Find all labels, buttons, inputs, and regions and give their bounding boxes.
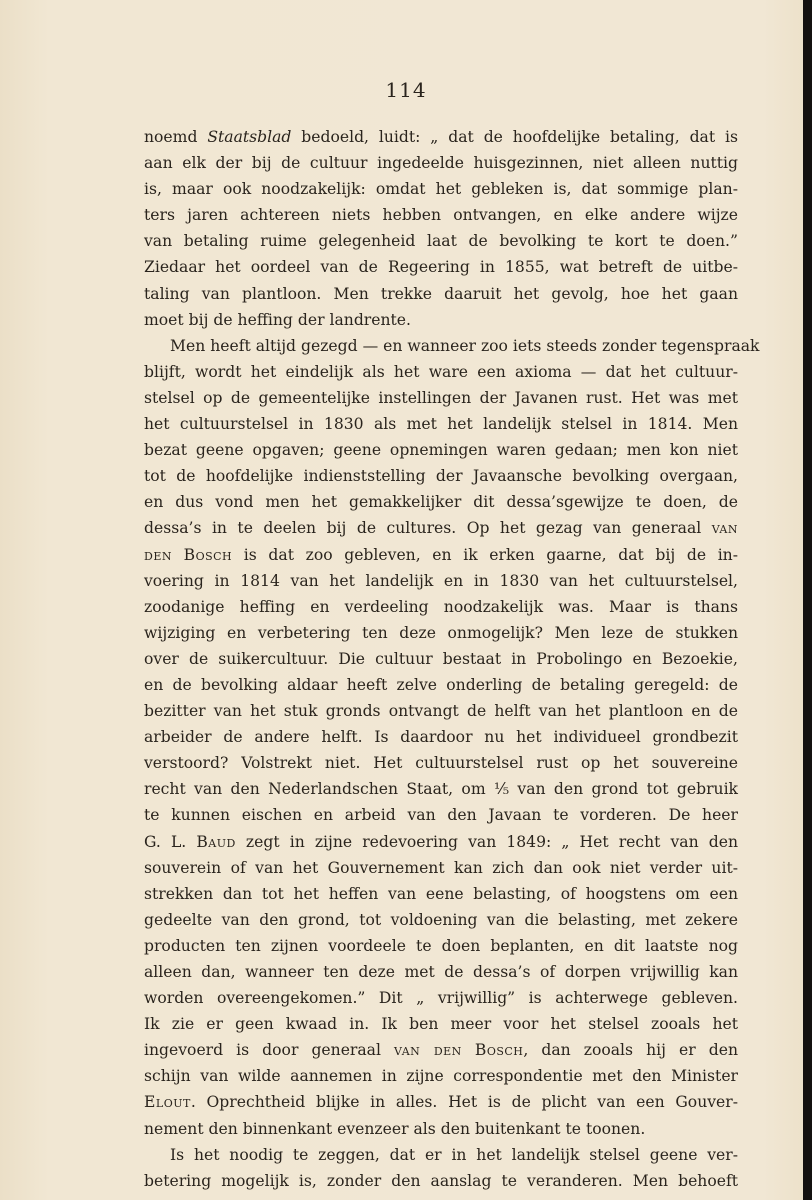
text-line xyxy=(144,776,738,802)
text-line xyxy=(144,515,738,541)
text-line xyxy=(144,959,738,985)
small-caps-segment: van xyxy=(711,519,738,538)
text-segment: dessa’s in te deelen bij de cultures. Op het gezag van generaal xyxy=(144,519,712,538)
text-segment: betering mogelijk is, zonder den aanslag te veranderen. Men behoeft xyxy=(144,1171,738,1190)
text-segment: nement den binnenkant evenzeer als den buitenkant te toonen. xyxy=(144,1119,646,1138)
small-caps-segment: Elout xyxy=(144,1093,191,1112)
text-line xyxy=(144,594,738,620)
small-caps-segment: Bosch xyxy=(474,1041,524,1060)
text-segment: aan elk der bij de cultuur ingedeelde huisgezinnen, niet alleen nuttig xyxy=(144,154,738,173)
text-segment: , dan zooals hij er den xyxy=(523,1041,738,1060)
text-line xyxy=(144,881,738,907)
text-line xyxy=(144,150,738,176)
text-segment: strekken dan tot het heffen van eene belasting, of hoogstens om een xyxy=(144,884,738,903)
text-line xyxy=(144,672,738,698)
text-segment: . Oprechtheid blijke in alles. Het is de plicht van een Gouver- xyxy=(190,1093,738,1112)
text-segment: alleen dan, wanneer ten deze met de dessa’s of dorpen vrijwillig kan xyxy=(144,963,738,981)
text-line xyxy=(144,698,738,724)
text-segment: blijft, wordt het eindelijk als het ware een axioma — dat het cultuur- xyxy=(144,362,738,381)
small-caps-segment: van den xyxy=(394,1041,462,1060)
text-segment: recht van den Nederlandschen Staat, om ⅕ van den grond tot gebruik xyxy=(144,780,738,799)
text-line xyxy=(144,907,738,933)
text-line xyxy=(144,829,738,855)
italic-segment: Staatsblad xyxy=(207,128,292,146)
text-segment: Is het noodig te zeggen, dat er in het landelijk stelsel geene ver- xyxy=(170,1145,738,1164)
text-segment: producten ten zijnen voordeele te doen beplanten, en dit laatste nog xyxy=(144,936,738,955)
text-line xyxy=(144,176,738,202)
small-caps-segment: Baud xyxy=(196,832,236,851)
text-line xyxy=(144,333,760,359)
text-segment: en dus vond men het gemakkelijker dit dessa’sgewijze te doen, de xyxy=(144,493,738,512)
text-segment: moet bij de heffing der landrente. xyxy=(144,310,411,329)
text-segment: zegt in zijne redevoering van 1849: „ Het recht van den xyxy=(235,832,738,851)
text-segment: zoodanige heffing en verdeeling noodzakelijk was. Maar is thans xyxy=(144,597,738,616)
text-line xyxy=(144,385,738,411)
text-segment: wijziging en verbetering ten deze onmogelijk? Men leze de stukken xyxy=(144,623,738,642)
text-line xyxy=(144,568,738,594)
text-line xyxy=(144,542,738,568)
text-line xyxy=(144,463,738,489)
text-segment: verstoord? Volstrekt niet. Het cultuurstelsel rust op het souvereine xyxy=(144,754,738,773)
text-segment: stelsel op de gemeentelijke instellingen der Javanen rust. Het was met xyxy=(144,388,738,407)
text-line xyxy=(144,855,738,881)
text-line xyxy=(144,307,738,333)
text-line xyxy=(144,933,738,959)
text-segment: het cultuurstelsel in 1830 als met het landelijk stelsel in 1814. Men xyxy=(144,415,738,434)
text-line xyxy=(144,124,738,150)
text-segment: noemd xyxy=(144,128,208,146)
text-segment: ters jaren achtereen niets hebben ontvangen, en elke andere wijze xyxy=(144,206,738,225)
text-segment: is, maar ook noodzakelijk: omdat het gebleken is, dat sommige plan- xyxy=(144,180,738,199)
text-segment: souverein of van het Gouvernement kan zich dan ook niet verder uit- xyxy=(144,858,738,877)
text-segment: en de bevolking aldaar heeft zelve onderling de betaling geregeld: de xyxy=(144,675,738,694)
page-number: 114 xyxy=(385,78,427,102)
text-line xyxy=(144,724,738,750)
text-segment: over de suikercultuur. Die cultuur bestaat in Probolingo en Bezoekie, xyxy=(144,649,738,668)
text-line xyxy=(144,620,738,646)
text-segment xyxy=(462,1041,475,1059)
small-caps-segment: Bosch xyxy=(183,545,233,564)
text-line xyxy=(144,750,738,776)
text-segment: bedoeld, luidt: „ dat de hoofdelijke betaling, dat is xyxy=(291,128,738,146)
text-segment: taling van plantloon. Men trekke daaruit het gevolg, hoe het gaan xyxy=(144,284,738,303)
text-line xyxy=(144,1037,738,1063)
text-line xyxy=(144,802,738,828)
text-line xyxy=(144,228,738,254)
text-segment: bezitter van het stuk gronds ontvangt de helft van het plantloon en de xyxy=(144,702,738,721)
text-segment: voering in 1814 van het landelijk en in 1830 van het cultuurstelsel, xyxy=(144,571,738,590)
text-segment: arbeider de andere helft. Is daardoor nu het individueel grondbezit xyxy=(144,728,738,747)
text-segment: bezat geene opgaven; geene opnemingen waren gedaan; men kon niet xyxy=(144,441,738,460)
scan-edge xyxy=(803,0,812,1200)
text-line xyxy=(144,411,738,437)
small-caps-segment: den xyxy=(144,545,172,564)
text-line xyxy=(144,1168,738,1194)
text-segment xyxy=(172,546,184,564)
text-segment: te kunnen eischen en arbeid van den Javaan te vorderen. De heer xyxy=(144,806,738,825)
text-segment: is dat zoo gebleven, en ik erken gaarne, dat bij de in- xyxy=(232,545,738,564)
text-segment: Men heeft altijd gezegd — en wanneer zoo iets steeds zonder tegenspraak xyxy=(170,336,760,355)
text-line xyxy=(144,1089,738,1115)
text-line xyxy=(144,281,738,307)
text-segment: Ik zie er geen kwaad in. Ik ben meer voor het stelsel zooals het xyxy=(144,1015,738,1034)
text-segment: worden overeengekomen.” Dit „ vrijwillig” is achterwege gebleven. xyxy=(144,989,738,1008)
text-line xyxy=(144,202,738,228)
text-segment: schijn van wilde aannemen in zijne correspondentie met den Minister xyxy=(144,1067,738,1086)
text-line xyxy=(144,1142,738,1168)
text-line xyxy=(144,359,738,385)
text-line xyxy=(144,1116,738,1142)
text-line xyxy=(144,1011,738,1037)
text-line xyxy=(144,646,738,672)
text-segment: van betaling ruime gelegenheid laat de bevolking te kort te doen.” xyxy=(144,232,738,251)
text-line xyxy=(144,489,738,515)
text-segment: tot de hoofdelijke indienststelling der Javaansche bevolking overgaan, xyxy=(144,467,738,486)
text-segment: ingevoerd is door generaal xyxy=(144,1041,395,1060)
text-segment: Ziedaar het oordeel van de Regeering in 1855, wat betreft de uitbe- xyxy=(144,258,738,277)
text-line xyxy=(144,1063,738,1089)
text-segment: G. L. xyxy=(144,832,197,851)
text-segment: gedeelte van den grond, tot voldoening van die belasting, met zekere xyxy=(144,910,738,929)
text-line xyxy=(144,254,738,280)
text-line xyxy=(144,437,738,463)
text-line xyxy=(144,985,738,1011)
body-text xyxy=(144,124,760,1194)
